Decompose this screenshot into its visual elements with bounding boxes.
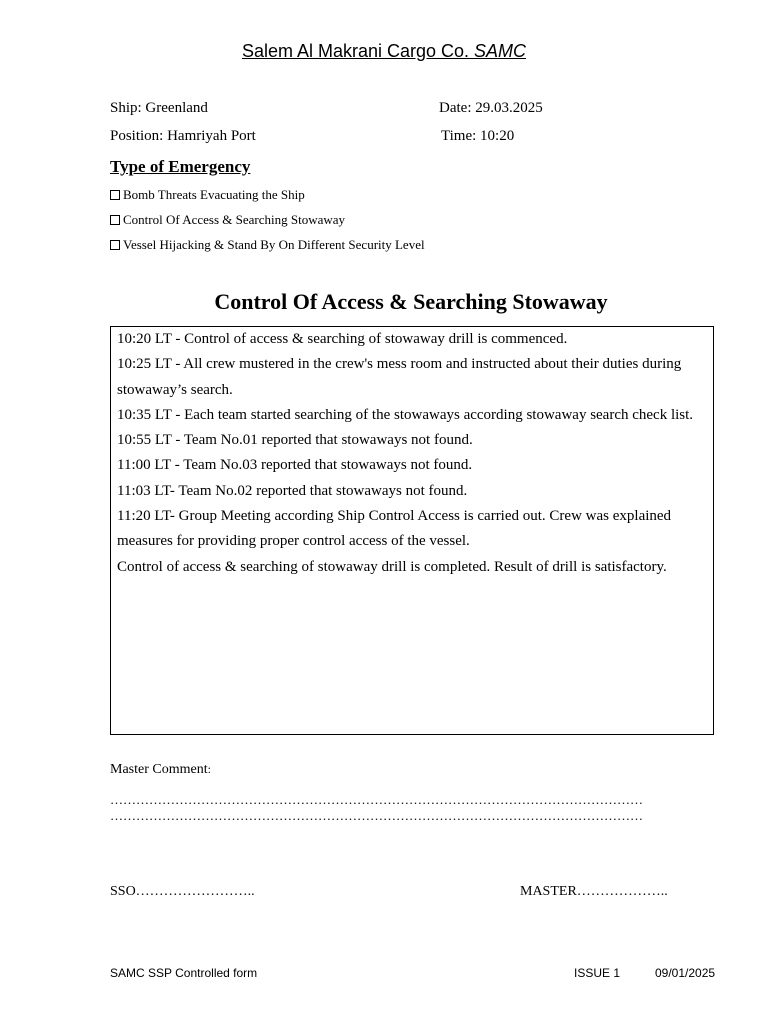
checkbox[interactable] [110, 190, 120, 200]
emergency-option-hijacking[interactable] [110, 237, 425, 253]
master-comment-label [110, 762, 211, 778]
master-comment-text: Master Comment [110, 762, 208, 777]
ship-position: Position: Hamriyah Port [110, 128, 256, 144]
log-entry: 10:20 LT - Control of access & searching of stowaway drill is commenced. [117, 331, 568, 347]
drill-log-box [110, 326, 714, 735]
comment-line-1[interactable]: …………………………………………………………………………………………………………… [110, 792, 643, 807]
log-entry: 11:03 LT- Team No.02 reported that stowaways not found. [117, 482, 468, 499]
comment-line-2[interactable]: …………………………………………………………………………………………………………… [110, 808, 643, 823]
log-entry: 11:00 LT - Team No.03 reported that stowaways not found. [117, 457, 473, 474]
company-abbreviation: SAMC [474, 41, 527, 61]
option-label: Vessel Hijacking & Stand By On Different Security Level [123, 237, 425, 252]
company-header [0, 41, 768, 62]
drill-time: Time: 10:20 [441, 128, 515, 144]
master-comment-colon: : [207, 762, 211, 776]
emergency-option-stowaway[interactable] [110, 212, 345, 228]
sso-signature[interactable]: SSO…………………….. [110, 884, 255, 899]
log-entry: 10:25 LT - All crew mustered in the crew's mess room and instructed about their duties during stowaway’s search. [117, 356, 682, 398]
log-entry: 10:35 LT - Each team started searching of the stowaways according stowaway search check list. [117, 406, 694, 423]
company-name: Salem Al Makrani Cargo Co. [241, 41, 470, 61]
footer-date: 09/01/2025 [655, 966, 716, 980]
emergency-option-bomb[interactable] [110, 187, 305, 203]
drill-date: Date: 29.03.2025 [439, 100, 543, 116]
option-label: Control Of Access & Searching Stowaway [123, 212, 346, 227]
checkbox[interactable] [110, 240, 120, 250]
emergency-type-title: Type of Emergency [110, 157, 251, 176]
log-entry: 11:20 LT- Group Meeting according Ship Control Access is carried out. Crew was explained measures for providing proper control access of the vessel. [117, 508, 672, 550]
option-label: Bomb Threats Evacuating the Ship [123, 187, 305, 202]
checkbox[interactable] [110, 215, 120, 225]
footer-form-name: SAMC SSP Controlled form [110, 966, 258, 980]
master-signature[interactable]: MASTER……………….. [520, 884, 668, 899]
log-entry: 10:55 LT - Team No.01 reported that stowaways not found. [117, 432, 473, 449]
section-title: Control Of Access & Searching Stowaway [214, 289, 608, 314]
ship-name: Ship: Greenland [110, 100, 208, 116]
log-entry: Control of access & searching of stowaway drill is completed. Result of drill is satisfactory. [117, 558, 667, 575]
footer-issue: ISSUE 1 [574, 966, 621, 980]
